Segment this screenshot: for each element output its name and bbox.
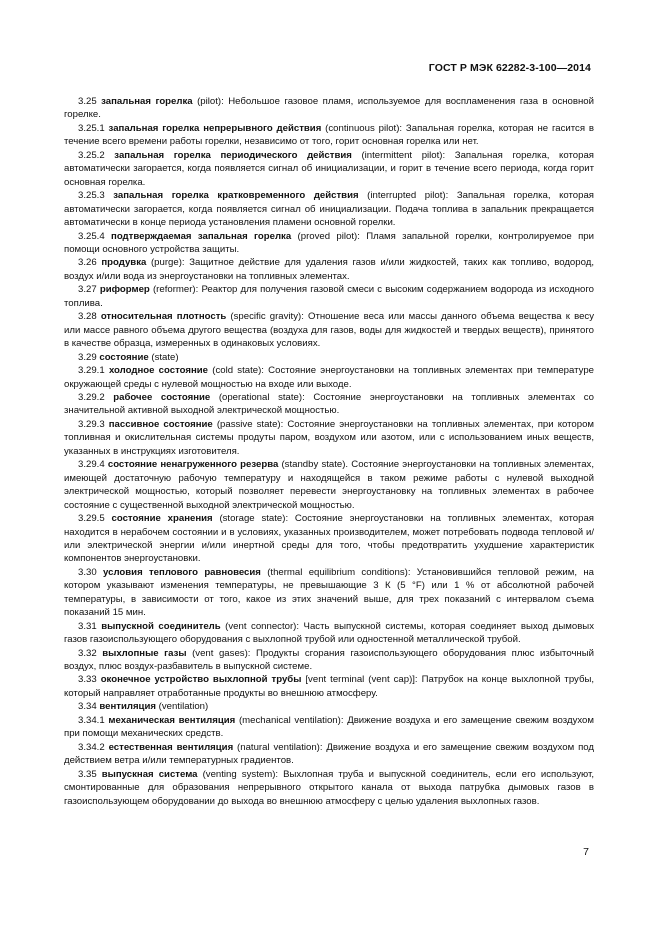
definition-paragraph: 3.35 выпускная система (venting system): Выхлопная труба и выпускной соединитель, если его используют, смонтированные для образования непрерывного открытого канала от выхода патрубка дымовых газов в газоиспользующем оборудовании до выхода во внешнюю атмосферу с целью удаления выхлопных газов. bbox=[64, 768, 594, 807]
definition-paragraph: 3.25.2 запальная горелка периодического действия (intermittent pilot): Запальная горелка, которая автоматически загорается, когда появляется сигнал об инициализации, и горит в течение всего периода, когда горит основная горелка. bbox=[64, 149, 594, 188]
definition-paragraph: 3.27 риформер (reformer): Реактор для получения газовой смеси с высоким содержанием водорода из исходного топлива. bbox=[64, 284, 595, 309]
definition-paragraph: 3.29.2 рабочее состояние (operational state): Состояние энергоустановки на топливных элементах со значительной активной выходной электрической мощностью. bbox=[64, 391, 594, 417]
definition-paragraph: 3.34.1 механическая вентиляция (mechanical ventilation): Движение воздуха и его замещение свежим воздухом при помощи механических средств. bbox=[64, 714, 594, 740]
page-number: 7 bbox=[583, 846, 589, 858]
definition-paragraph: 3.29.3 пассивное состояние (passive state): Состояние энергоустановки на топливных элементах, при котором топливная и окислительная системы продуты паром, воздухом или азотом, или с использованием иных веществ, указанных в инструкциях изготовителя. bbox=[64, 418, 595, 457]
definition-paragraph: 3.34 вентиляция (ventilation) bbox=[78, 701, 209, 713]
definition-paragraph: 3.25.3 запальная горелка кратковременного действия (interrupted pilot): Запальная горелка, которая автоматически загорается, когда появляется сигнал об инициализации. Подача топлива в запальник прекращается автоматически в конце периода установления пламени основной горелки. bbox=[64, 190, 594, 229]
definition-paragraph: 3.29.5 состояние хранения (storage state): Состояние энергоустановки на топливных элементах, которая находится в нерабочем состоянии и в условиях, указанных производителем, может потребовать подвода тепловой и/или электрической энергии и/или инертной среды для того, чтобы предотвратить ухудшение характеристик компонентов энергоустановки. bbox=[64, 513, 594, 565]
definition-paragraph: 3.25 запальная горелка (pilot): Небольшое газовое пламя, используемое для воспламенения газа в основной горелке. bbox=[64, 96, 594, 121]
definition-paragraph: 3.28 относительная плотность (specific gravity): Отношение веса или массы данного объема вещества к весу или массе равного объема другого вещества (воздуха для газов, воды для жидкостей и твердых веществ), принятого в качестве образца, измеренных в одинаковых условиях. bbox=[64, 311, 594, 350]
definition-paragraph: 3.26 продувка (purge): Защитное действие для удаления газов и/или жидкостей, таких как топливо, водород, воздух и/или вода из энергоустановки на топливных элементах. bbox=[64, 257, 594, 282]
document-header: ГОСТ Р МЭК 62282-3-100—2014 bbox=[428, 62, 591, 74]
definition-paragraph: 3.29.4 состояние ненагруженного резерва (standby state). Состояние энергоустановки на топливных элементах, имеющей достаточную рабочую температуру и находящейся в таком режиме работы с нулевой выходной электрической мощностью, который позволяет перевести энергоустановку на топливных элементах в рабочее состояние с существенной выходной электрической мощностью. bbox=[64, 459, 594, 511]
definitions-list bbox=[64, 95, 594, 808]
definition-paragraph: 3.34.2 естественная вентиляция (natural ventilation): Движение воздуха и его замещение свежим воздухом под действием ветра и/или температурных градиентов. bbox=[64, 741, 594, 767]
definition-paragraph: 3.31 выпускной соединитель (vent connector): Часть выпускной системы, которая соединяет выход дымовых газов газоиспользующего оборудования с выхлопной трубой или одностенной металлической трубой. bbox=[64, 620, 594, 646]
definition-paragraph: 3.25.4 подтверждаемая запальная горелка (proved pilot): Пламя запальной горелки, контролируемое при помощи основного устройства защиты. bbox=[64, 230, 594, 255]
definition-paragraph: 3.29.1 холодное состояние (cold state): Состояние энергоустановки на топливных элементах при температуре окружающей среды с нулевой мощностью на входе или выходе. bbox=[64, 365, 594, 390]
definition-paragraph: 3.29 состояние (state) bbox=[78, 351, 179, 363]
definition-paragraph: 3.33 оконечное устройство выхлопной трубы [vent terminal (vent cap)]: Патрубок на конце выхлопной трубы, который направляет отработанные продукты во внешнюю атмосферу. bbox=[64, 674, 595, 699]
definition-paragraph: 3.25.1 запальная горелка непрерывного действия (continuous pilot): Запальная горелка, которая не гасится в течение всего времени работы горелки, независимо от того, горит основная горелка или нет. bbox=[64, 122, 594, 148]
definition-paragraph: 3.30 условия теплового равновесия (thermal equilibrium conditions): Установившийся тепловой режим, на котором указывают изменения температуры, не превышающие 3 К (5 °F) или 1 % от абсолютной рабочей температуры, в зависимости от того, какое из этих значений выше, для трех показаний с интервалом съема показаний 15 мин. bbox=[64, 566, 594, 619]
definition-paragraph: 3.32 выхлопные газы (vent gases): Продукты сгорания газоиспользующего оборудования плюс избыточный воздух, плюс воздух-разбавитель в выпускной системе. bbox=[64, 647, 594, 673]
